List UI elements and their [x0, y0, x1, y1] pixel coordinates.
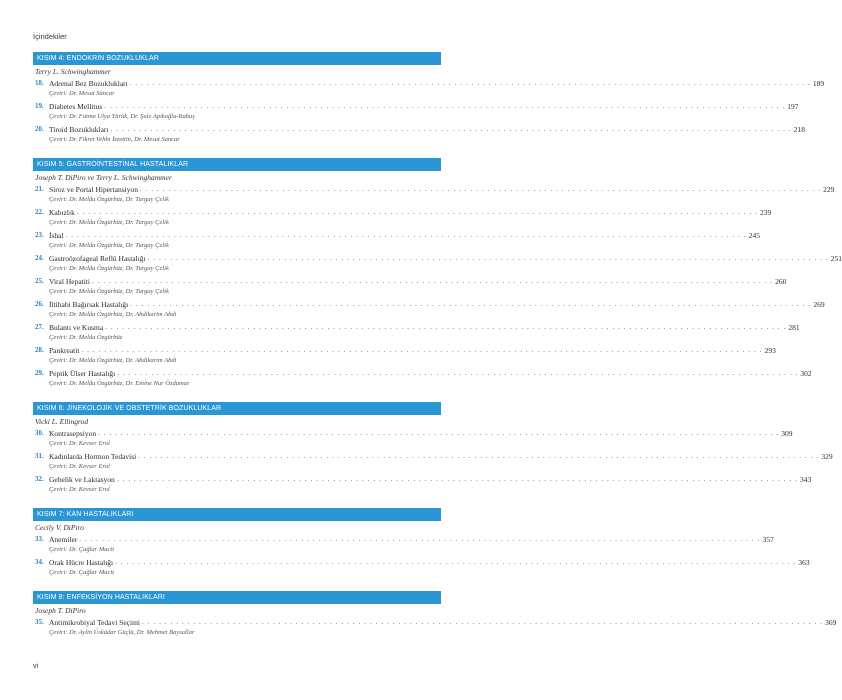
toc-entry-line	[35, 124, 805, 135]
page-number: vi	[33, 663, 39, 670]
toc-entry-line	[35, 322, 800, 333]
chapter-page: 357	[762, 535, 774, 544]
toc-entry-line	[35, 534, 774, 545]
toc-entry-line	[35, 345, 776, 356]
section-title: KISIM 8: ENFEKSİYON HASTALIKLARI	[33, 591, 441, 604]
chapter-title: Bulantı ve Kusma	[49, 323, 104, 332]
dot-leader: . . . . . . . . . . . . . . . . . . . . . . . . . . . . . . . . . . . . . . . . . . . . . . . . . . . . . . . . . . . . . . . . . . . . . . . . . . . . . . . . . . . . . . . . . . . . . . . . . . . . . . . . . . . . . . . . . . . . . . . .	[79, 535, 761, 543]
section-editor: Joseph T. DiPiro	[35, 606, 86, 615]
chapter-title: Pankreatit	[49, 346, 80, 355]
toc-entry-line	[35, 230, 760, 241]
toc-entry-line	[35, 557, 810, 568]
dot-leader: . . . . . . . . . . . . . . . . . . . . . . . . . . . . . . . . . . . . . . . . . . . . . . . . . . . . . . . . . . . . . . . . . . . . . . . . . . . . . . . . . . . . . . . . . . . . . . . . . . . . . . . . . . . . . . . . . . . . . . . .	[110, 125, 792, 133]
chapter-translators: Çeviri: Dr. Melda Özgürbüz	[49, 334, 123, 341]
toc-entry-line	[35, 617, 837, 628]
table-of-contents	[33, 52, 842, 651]
section-title: KISIM 7: KAN HASTALIKLARI	[33, 508, 441, 521]
chapter-page: 309	[781, 429, 793, 438]
toc-entry[interactable]	[33, 428, 793, 451]
toc-entry[interactable]	[33, 276, 787, 299]
dot-leader: . . . . . . . . . . . . . . . . . . . . . . . . . . . . . . . . . . . . . . . . . . . . . . . . . . . . . . . . . . . . . . . . . . . . . . . . . . . . . . . . . . . . . . . . . . . . . . . . . . . . . . . . . . . . . . . . . . . . . . . .	[76, 208, 758, 216]
dot-leader: . . . . . . . . . . . . . . . . . . . . . . . . . . . . . . . . . . . . . . . . . . . . . . . . . . . . . . . . . . . . . . . . . . . . . . . . . . . . . . . . . . . . . . . . . . . . . . . . . . . . . . . . . . . . . . . . . . . . . . . .	[105, 323, 787, 331]
chapter-page: 239	[759, 208, 772, 217]
toc-entry[interactable]	[33, 253, 842, 276]
chapter-number: 31.	[35, 452, 44, 460]
chapter-translators: Çeviri: Dr. Çağlar Macit	[49, 546, 114, 553]
chapter-page: 302	[800, 369, 812, 378]
toc-entry-line	[35, 207, 772, 218]
toc-entry[interactable]	[33, 184, 835, 207]
chapter-title: Orak Hücre Hastalığı	[49, 558, 114, 567]
chapter-translators: Çeviri: Dr. Aylin Üsküdar Güçlü, Dr. Mehmet Baysallar	[49, 629, 195, 636]
toc-entry-line	[35, 299, 825, 310]
toc-section	[33, 158, 842, 391]
chapter-page: 251	[830, 254, 842, 263]
chapter-page: 281	[788, 323, 800, 332]
chapter-translators: Çeviri: Dr. Melda Özgürbüz, Dr. Turgay Çelik	[49, 242, 169, 249]
chapter-translators: Çeviri: Dr. Melda Özgürbüz, Dr. Abdikarim Abdi	[49, 357, 177, 364]
toc-entry[interactable]	[33, 322, 800, 345]
chapter-translators: Çeviri: Dr. Melda Özgürbüz, Dr. Abdikarim Abdi	[49, 311, 177, 318]
toc-entry[interactable]	[33, 534, 774, 557]
chapter-page: 369	[825, 618, 837, 627]
chapter-number: 25.	[35, 277, 44, 285]
toc-entry-line	[35, 184, 835, 195]
chapter-translators: Çeviri: Dr. Melda Özgürbüz, Dr. Turgay Çelik	[49, 219, 169, 226]
dot-leader: . . . . . . . . . . . . . . . . . . . . . . . . . . . . . . . . . . . . . . . . . . . . . . . . . . . . . . . . . . . . . . . . . . . . . . . . . . . . . . . . . . . . . . . . . . . . . . . . . . . . . . . . . . . . . . . . . . . . . . . .	[92, 277, 774, 285]
chapter-number: 21.	[35, 185, 44, 193]
dot-leader: . . . . . . . . . . . . . . . . . . . . . . . . . . . . . . . . . . . . . . . . . . . . . . . . . . . . . . . . . . . . . . . . . . . . . . . . . . . . . . . . . . . . . . . . . . . . . . . . . . . . . . . . . . . . . . . . . . . . . . . .	[81, 346, 763, 354]
dot-leader: . . . . . . . . . . . . . . . . . . . . . . . . . . . . . . . . . . . . . . . . . . . . . . . . . . . . . . . . . . . . . . . . . . . . . . . . . . . . . . . . . . . . . . . . . . . . . . . . . . . . . . . . . . . . . . . . . . . . . . . .	[130, 300, 812, 308]
chapter-page: 260	[775, 277, 787, 286]
chapter-translators: Çeviri: Dr. Melda Özgürbüz, Dr. Turgay Çelik	[49, 196, 169, 203]
chapter-translators: Çeviri: Dr. Kevser Erol	[49, 463, 110, 470]
toc-entry[interactable]	[33, 368, 812, 391]
toc-entry-line	[35, 276, 787, 287]
chapter-translators: Çeviri: Dr. Kevser Erol	[49, 486, 110, 493]
chapter-translators: Çeviri: Dr. Melda Özgürbüz, Dr. Emine Nur Özdamar	[49, 380, 190, 387]
chapter-title: Adrenal Bez Bozuklukları	[49, 79, 128, 88]
toc-entry[interactable]	[33, 451, 833, 474]
dot-leader: . . . . . . . . . . . . . . . . . . . . . . . . . . . . . . . . . . . . . . . . . . . . . . . . . . . . . . . . . . . . . . . . . . . . . . . . . . . . . . . . . . . . . . . . . . . . . . . . . . . . . . . . . . . . . . . . . . . . . . . .	[142, 618, 824, 626]
toc-entry-line	[35, 474, 812, 485]
chapter-number: 18.	[35, 79, 44, 87]
chapter-page: 269	[813, 300, 825, 309]
toc-entry[interactable]	[33, 78, 825, 101]
chapter-number: 22.	[35, 208, 44, 216]
chapter-translators: Çeviri: Dr. Mesut Sancar	[49, 90, 115, 97]
section-editor: Cecily V. DiPiro	[35, 523, 84, 532]
chapter-page: 343	[799, 475, 812, 484]
toc-entry[interactable]	[33, 345, 776, 368]
chapter-number: 32.	[35, 475, 44, 483]
toc-section	[33, 508, 810, 580]
chapter-title: Viral Hepatiti	[49, 277, 90, 286]
chapter-page: 189	[812, 79, 825, 88]
chapter-number: 19.	[35, 102, 44, 110]
chapter-title: Gebelik ve Laktasyon	[49, 475, 115, 484]
chapter-page: 293	[764, 346, 776, 355]
chapter-number: 24.	[35, 254, 44, 262]
toc-entry-line	[35, 101, 799, 112]
chapter-page: 229	[823, 185, 835, 194]
chapter-translators: Çeviri: Dr. Fikret Vehbi İzzettin, Dr. Mesut Sancar	[49, 136, 180, 143]
dot-leader: . . . . . . . . . . . . . . . . . . . . . . . . . . . . . . . . . . . . . . . . . . . . . . . . . . . . . . . . . . . . . . . . . . . . . . . . . . . . . . . . . . . . . . . . . . . . . . . . . . . . . . . . . . . . . . . . . . . . . . . .	[138, 452, 820, 460]
chapter-translators: Çeviri: Dr. Melda Özgürbüz, Dr. Turgay Çelik	[49, 288, 169, 295]
toc-entry-line	[35, 368, 812, 379]
chapter-translators: Çeviri: Dr. Kevser Erol	[49, 440, 110, 447]
section-title: KISIM 6: JİNEKOLOJİK VE OBSTETRİK BOZUKLUKLAR	[33, 402, 441, 415]
toc-entry-line	[35, 451, 833, 462]
toc-entry[interactable]	[33, 124, 805, 147]
toc-section	[33, 52, 825, 147]
toc-entry[interactable]	[33, 299, 825, 322]
dot-leader: . . . . . . . . . . . . . . . . . . . . . . . . . . . . . . . . . . . . . . . . . . . . . . . . . . . . . . . . . . . . . . . . . . . . . . . . . . . . . . . . . . . . . . . . . . . . . . . . . . . . . . . . . . . . . . . . . . . . . . . .	[65, 231, 747, 239]
chapter-title: Siroz ve Portal Hipertansiyon	[49, 185, 138, 194]
running-header: İçindekiler	[33, 32, 67, 41]
chapter-number: 26.	[35, 300, 44, 308]
chapter-number: 27.	[35, 323, 44, 331]
toc-entry[interactable]	[33, 474, 812, 497]
section-editor: Joseph T. DiPiro ve Terry L. Schwinghammer	[35, 173, 172, 182]
section-title: KISIM 4: ENDOKRİN BOZUKLUKLAR	[33, 52, 441, 65]
dot-leader: . . . . . . . . . . . . . . . . . . . . . . . . . . . . . . . . . . . . . . . . . . . . . . . . . . . . . . . . . . . . . . . . . . . . . . . . . . . . . . . . . . . . . . . . . . . . . . . . . . . . . . . . . . . . . . . . . . . . . . . .	[147, 254, 829, 262]
toc-entry-line	[35, 253, 842, 264]
toc-entry-line	[35, 428, 793, 439]
toc-entry[interactable]	[33, 101, 799, 124]
chapter-number: 35.	[35, 618, 44, 626]
chapter-title: Kontrasepsiyon	[49, 429, 97, 438]
dot-leader: . . . . . . . . . . . . . . . . . . . . . . . . . . . . . . . . . . . . . . . . . . . . . . . . . . . . . . . . . . . . . . . . . . . . . . . . . . . . . . . . . . . . . . . . . . . . . . . . . . . . . . . . . . . . . . . . . . . . . . . .	[116, 475, 798, 483]
chapter-translators: Çeviri: Dr. Çağlar Macit	[49, 569, 114, 576]
chapter-title: Gastroözofageal Reflü Hastalığı	[49, 254, 146, 263]
toc-section	[33, 591, 837, 640]
chapter-number: 28.	[35, 346, 44, 354]
toc-entry[interactable]	[33, 230, 760, 253]
chapter-page: 329	[821, 452, 833, 461]
chapter-number: 23.	[35, 231, 44, 239]
chapter-number: 20.	[35, 125, 44, 133]
chapter-title: İltihabi Bağırsak Hastalığı	[49, 300, 129, 309]
section-editor: Terry L. Schwinghammer	[35, 67, 111, 76]
section-title: KISIM 5: GASTROİNTESTİNAL HASTALIKLAR	[33, 158, 441, 171]
toc-entry[interactable]	[33, 557, 810, 580]
chapter-number: 34.	[35, 558, 44, 566]
chapter-number: 33.	[35, 535, 44, 543]
chapter-title: Antimikrobiyal Tedavi Seçimi	[49, 618, 140, 627]
chapter-page: 197	[787, 102, 799, 111]
chapter-translators: Çeviri: Dr. Fatma Ulya Yürük, Dr. Şule Apikoğlu-Rabuş	[49, 113, 195, 120]
chapter-page: 363	[798, 558, 810, 567]
dot-leader: . . . . . . . . . . . . . . . . . . . . . . . . . . . . . . . . . . . . . . . . . . . . . . . . . . . . . . . . . . . . . . . . . . . . . . . . . . . . . . . . . . . . . . . . . . . . . . . . . . . . . . . . . . . . . . . . . . . . . . . .	[139, 185, 822, 193]
chapter-title: İshal	[49, 231, 64, 240]
chapter-page: 218	[793, 125, 805, 134]
chapter-translators: Çeviri: Dr. Melda Özgürbüz, Dr. Turgay Çelik	[49, 265, 169, 272]
dot-leader: . . . . . . . . . . . . . . . . . . . . . . . . . . . . . . . . . . . . . . . . . . . . . . . . . . . . . . . . . . . . . . . . . . . . . . . . . . . . . . . . . . . . . . . . . . . . . . . . . . . . . . . . . . . . . . . . . . . . . . . .	[129, 79, 811, 87]
dot-leader: . . . . . . . . . . . . . . . . . . . . . . . . . . . . . . . . . . . . . . . . . . . . . . . . . . . . . . . . . . . . . . . . . . . . . . . . . . . . . . . . . . . . . . . . . . . . . . . . . . . . . . . . . . . . . . . . . . . . . . . .	[117, 369, 799, 377]
section-editor: Vicki L. Ellingrod	[35, 417, 89, 426]
toc-entry[interactable]	[33, 617, 837, 640]
toc-section	[33, 402, 833, 497]
chapter-title: Peptik Ülser Hastalığı	[49, 369, 116, 378]
dot-leader: . . . . . . . . . . . . . . . . . . . . . . . . . . . . . . . . . . . . . . . . . . . . . . . . . . . . . . . . . . . . . . . . . . . . . . . . . . . . . . . . . . . . . . . . . . . . . . . . . . . . . . . . . . . . . . . . . . . . . . . .	[104, 102, 786, 110]
chapter-title: Diabetes Mellitus	[49, 102, 103, 111]
chapter-title: Kadınlarda Hormon Tedavisi	[49, 452, 137, 461]
chapter-number: 29.	[35, 369, 44, 377]
chapter-title: Anemiler	[49, 535, 78, 544]
chapter-number: 30.	[35, 429, 44, 437]
chapter-title: Kabızlık	[49, 208, 75, 217]
dot-leader: . . . . . . . . . . . . . . . . . . . . . . . . . . . . . . . . . . . . . . . . . . . . . . . . . . . . . . . . . . . . . . . . . . . . . . . . . . . . . . . . . . . . . . . . . . . . . . . . . . . . . . . . . . . . . . . . . . . . . . . .	[115, 558, 797, 566]
chapter-page: 245	[748, 231, 760, 240]
dot-leader: . . . . . . . . . . . . . . . . . . . . . . . . . . . . . . . . . . . . . . . . . . . . . . . . . . . . . . . . . . . . . . . . . . . . . . . . . . . . . . . . . . . . . . . . . . . . . . . . . . . . . . . . . . . . . . . . . . . . . . . .	[98, 429, 780, 437]
chapter-title: Tiroid Bozuklukları	[49, 125, 109, 134]
toc-entry-line	[35, 78, 825, 89]
toc-entry[interactable]	[33, 207, 772, 230]
